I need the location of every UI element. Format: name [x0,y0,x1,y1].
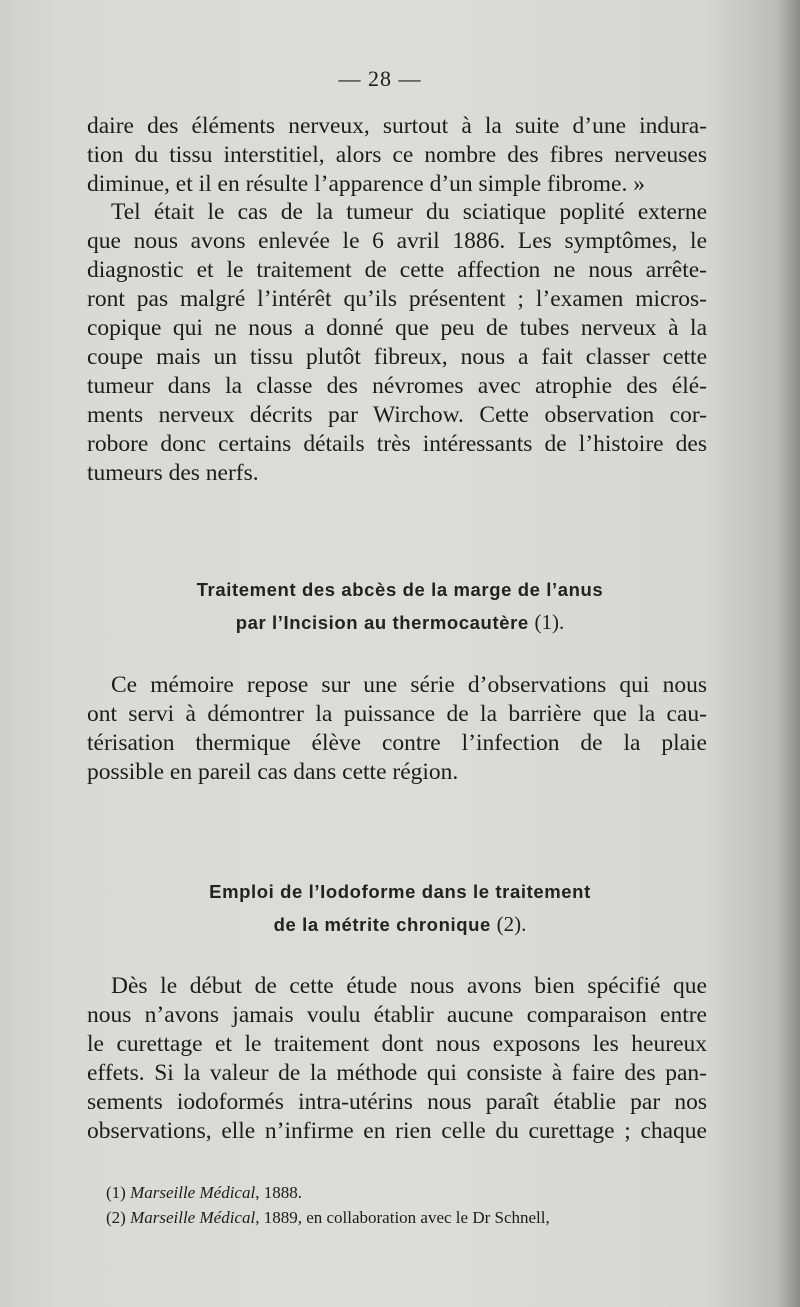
section-heading-iodoforme [0,876,800,941]
text-line: sements iodoformés intra-utérins nous paraît établie par nos [87,1089,707,1115]
text-line: coupe mais un tissu plutôt fibreux, nous a fait classer cette [87,344,707,370]
text-line: daire des éléments nerveux, surtout à la suite d’une indura- [87,113,707,139]
text-line: tumeur dans la classe des névromes avec atrophie des élé- [87,373,707,399]
footnote-source: Marseille Médical [130,1208,256,1227]
section-title-line: Traitement des abcès de la marge de l’anus [196,579,604,600]
paragraph-abces [87,671,707,787]
text-line: copique qui ne nous a donné que peu de tubes nerveux à la [87,315,707,341]
text-line: Tel était le cas de la tumeur du sciatique poplité externe [111,199,707,225]
text-line: effets. Si la valeur de la méthode qui consiste à faire des pan- [87,1060,707,1086]
text-line: ont servi à démontrer la puissance de la barrière que la cau- [87,701,707,727]
footnote-source: Marseille Médical [130,1183,256,1202]
section-title-line: Emploi de l’Iodoforme dans le traitement [209,881,591,902]
section-heading-abces [0,574,800,639]
text-line: tion du tissu interstitiel, alors ce nombre des fibres nerveuses [87,142,707,168]
text-line: tumeurs des nerfs. [87,460,259,486]
footnote [106,1205,706,1230]
page-number: — 28 — [338,66,422,91]
text-line: diagnostic et le traitement de cette affection ne nous arrête- [87,257,707,283]
text-line: nous n’avons jamais voulu établir aucune comparaison entre [87,1002,707,1028]
footnote-mark: (1) [106,1183,126,1202]
text-line: robore donc certains détails très intéressants de l’histoire des [87,431,707,457]
footnotes [106,1180,706,1230]
text-line: possible en pareil cas dans cette région. [87,759,459,785]
section-title-line [0,606,800,639]
text-line: diminue, et il en résulte l’apparence d’un simple fibrome. » [87,171,645,197]
text-line: que nous avons enlevée le 6 avril 1886. Les symptômes, le [87,228,707,254]
footnote-reference: (1). [534,610,565,634]
section-title-text: de la métrite chronique [273,914,491,935]
text-line: observations, elle n’infirme en rien celle du curettage ; chaque [87,1118,707,1144]
text-line: le curettage et le traitement dont nous exposons les heureux [87,1031,707,1057]
section-title-text: par l’Incision au thermocautère [235,612,529,633]
paragraph-tumeur [87,198,707,488]
text-line: Dès le début de cette étude nous avons bien spécifié que [111,973,707,999]
footnote-reference: (2). [496,912,527,936]
footnote-details: , 1889, en collaboration avec le Dr Schnell, [255,1208,550,1227]
footnote [106,1180,706,1205]
text-line: ront pas malgré l’intérêt qu’ils présentent ; l’examen micros- [87,286,707,312]
paragraph-iodoforme [87,972,707,1146]
section-title-line [0,908,800,941]
paragraph-continuation [87,112,707,199]
text-line: térisation thermique élève contre l’infection de la plaie [87,730,707,756]
footnote-mark: (2) [106,1208,126,1227]
text-line: ments nerveux décrits par Wirchow. Cette observation cor- [87,402,707,428]
footnote-details: , 1888. [255,1183,302,1202]
text-line: Ce mémoire repose sur une série d’observations qui nous [111,672,707,698]
